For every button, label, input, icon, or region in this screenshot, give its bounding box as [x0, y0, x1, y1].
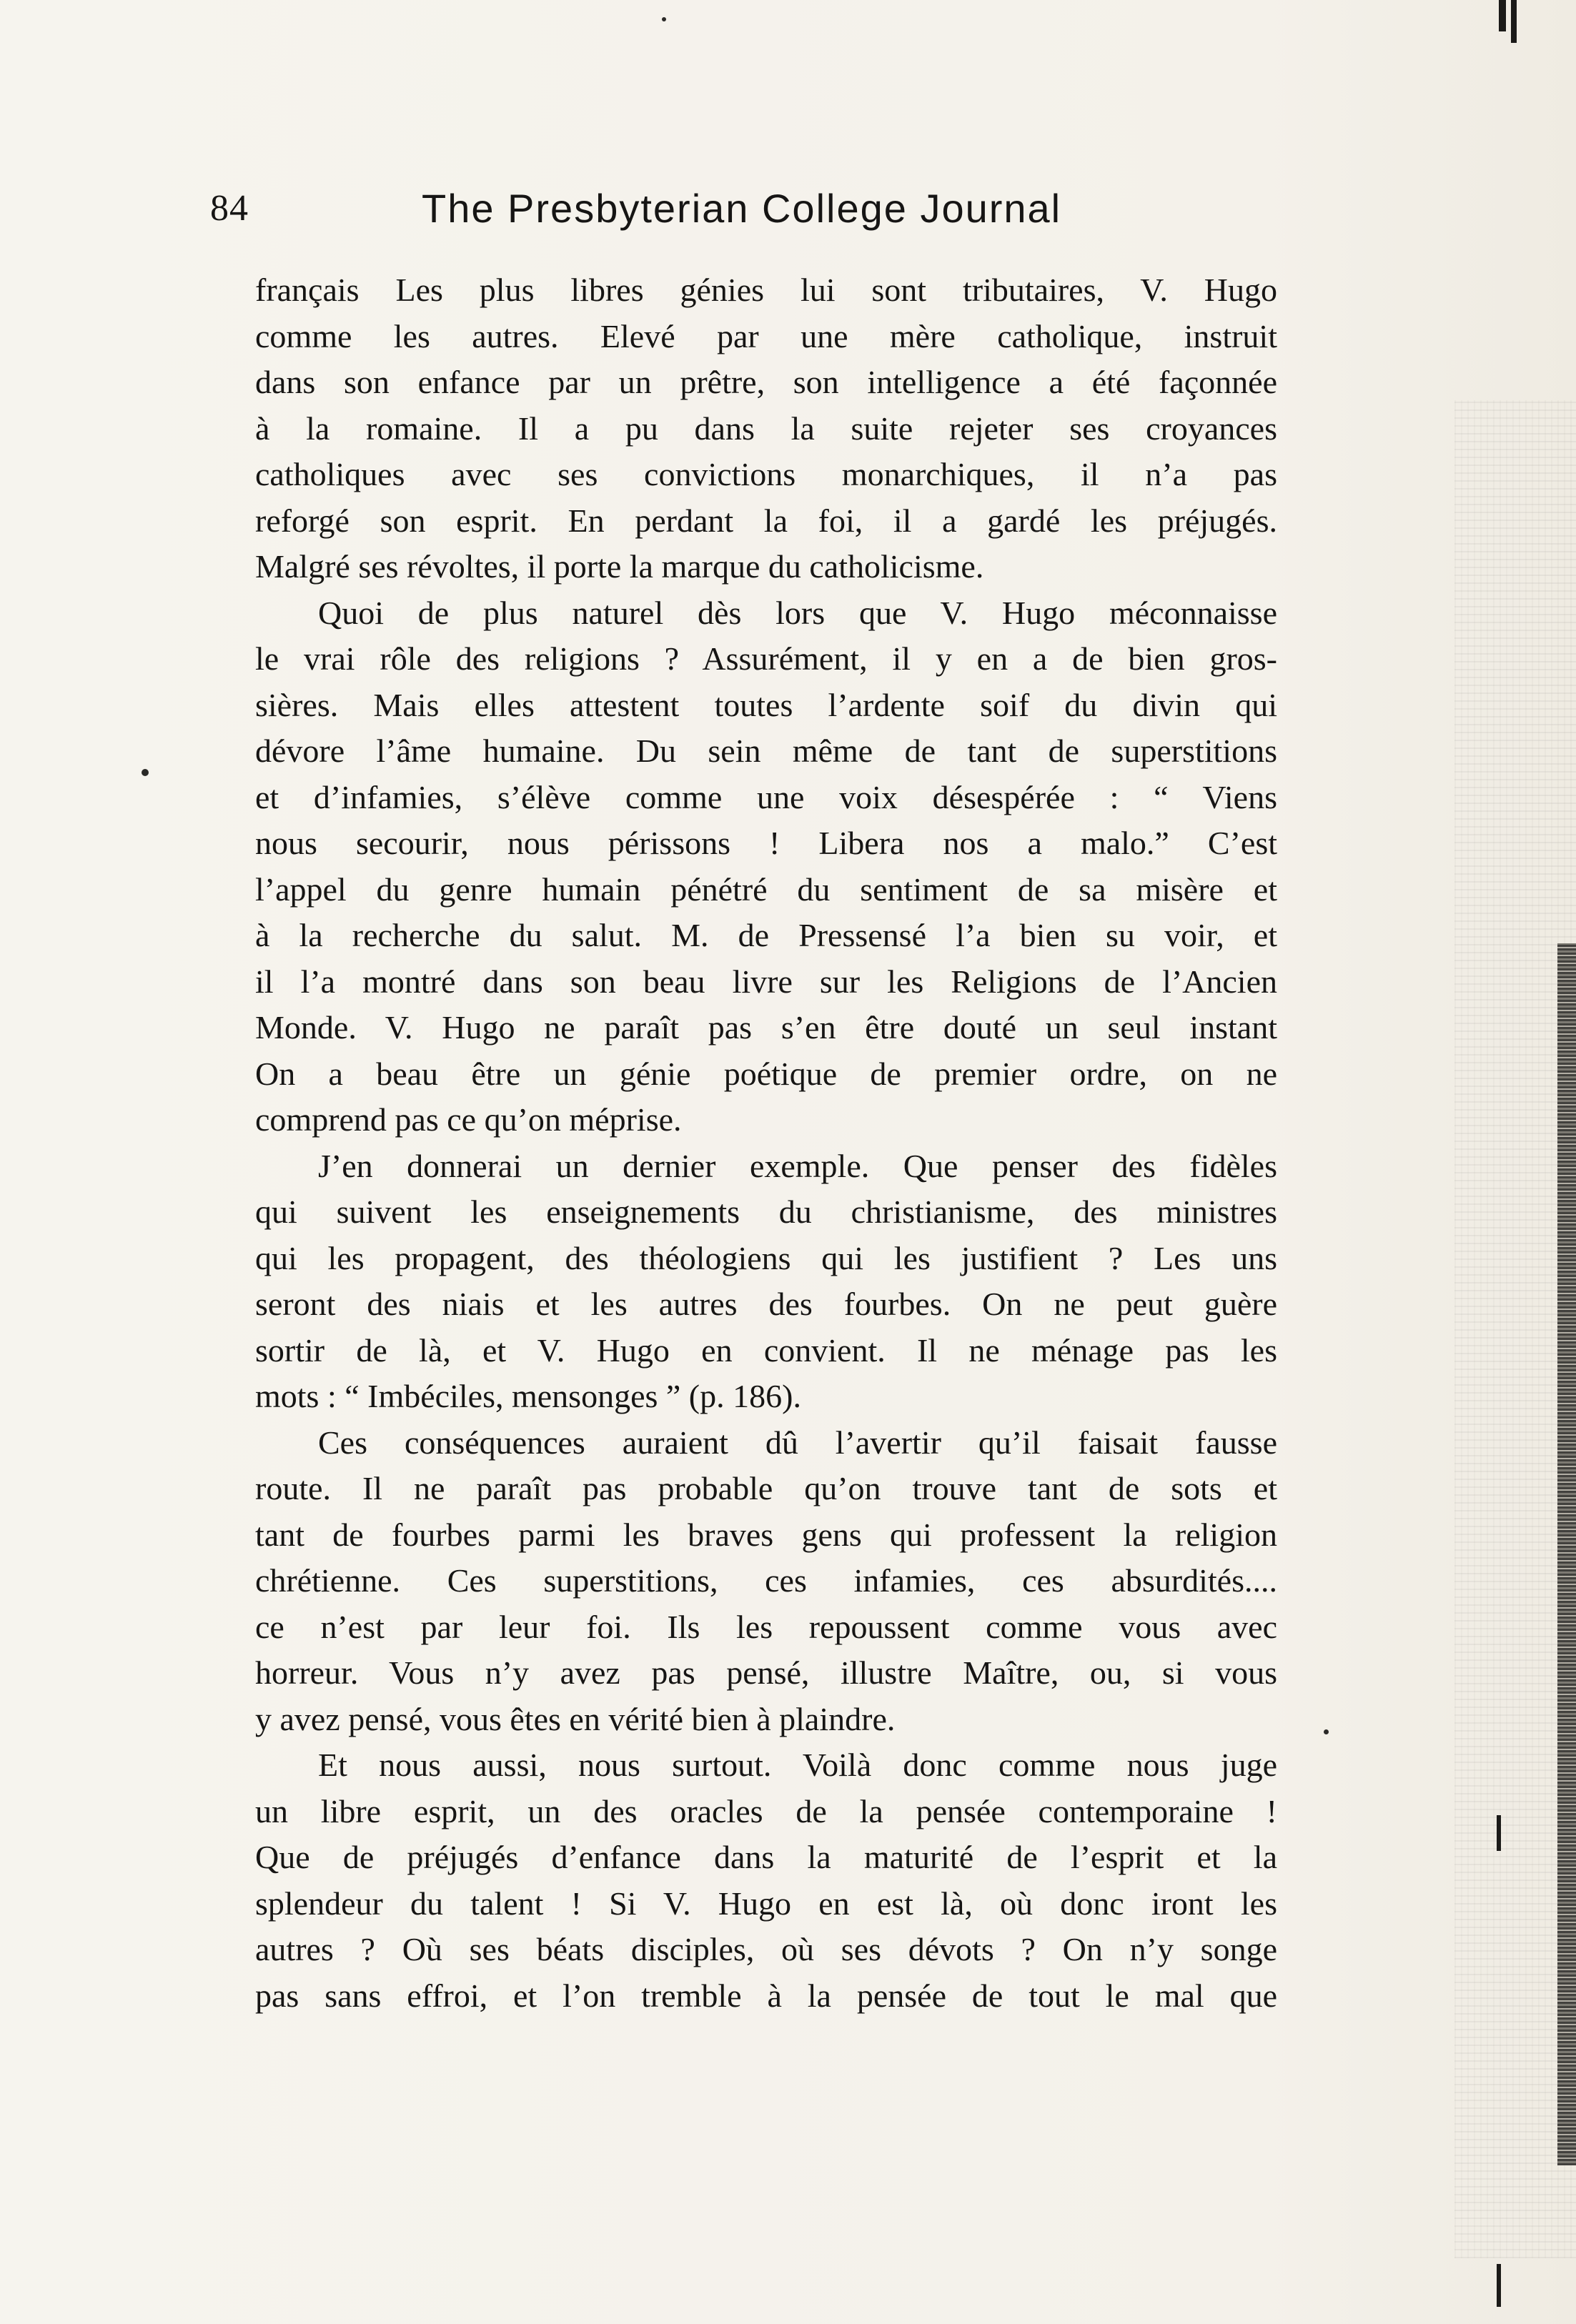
text-line: Et nous aussi, nous surtout. Voilà donc comme nous juge: [318, 1747, 1277, 1783]
page-edge-strip: [1557, 943, 1576, 2165]
running-head: The Presbyterian College Journal: [422, 186, 1062, 231]
text-line: comprend pas ce qu’on méprise.: [255, 1101, 682, 1138]
top-right-mark-2: [1511, 0, 1517, 43]
text-line: Monde. V. Hugo ne paraît pas s’en être douté un seul instant: [255, 1009, 1277, 1046]
body-text: [255, 267, 1277, 2019]
text-line: le vrai rôle des religions ? Assurément, il y en a de bien gros-: [255, 640, 1277, 677]
text-line: Que de préjugés d’enfance dans la maturité de l’esprit et la: [255, 1839, 1277, 1875]
margin-dot-right: [1324, 1729, 1329, 1734]
text-line: Ces conséquences auraient dû l’avertir qu’il faisait fausse: [318, 1424, 1277, 1461]
text-line: y avez pensé, vous êtes en vérité bien à plaindre.: [255, 1700, 896, 1737]
text-line: un libre esprit, un des oracles de la pensée contemporaine !: [255, 1792, 1277, 1829]
text-line: français Les plus libres génies lui sont tributaires, V. Hugo: [255, 272, 1277, 308]
page-header: [210, 177, 1289, 241]
text-line: sortir de là, et V. Hugo en convient. Il ne ménage pas les: [255, 1331, 1277, 1369]
text-line: seront des niais et les autres des fourbes. On ne peut guère: [255, 1286, 1277, 1322]
text-line: et d’infamies, s’élève comme une voix désespérée : “ Viens: [255, 778, 1277, 815]
text-line: catholiques avec ses convictions monarchiques, il n’a pas: [255, 456, 1277, 492]
text-line: autres ? Où ses béats disciples, où ses dévots ? On n’y songe: [255, 1931, 1277, 1967]
text-line: reforgé son esprit. En perdant la foi, il a gardé les préjugés.: [255, 502, 1277, 539]
page-number: 84: [210, 188, 249, 229]
right-edge-tick: [1497, 1815, 1501, 1851]
text-line: sières. Mais elles attestent toutes l’ardente soif du divin qui: [255, 686, 1277, 723]
text-line: nous secourir, nous périssons ! Libera nos a malo.” C’est: [255, 825, 1277, 861]
text-line: dans son enfance par un prêtre, son intelligence a été façonnée: [255, 364, 1277, 400]
text-line: qui suivent les enseignements du christianisme, des ministres: [255, 1193, 1277, 1230]
text-line: chrétienne. Ces superstitions, ces infamies, ces absurdités....: [255, 1562, 1277, 1599]
text-line: dévore l’âme humaine. Du sein même de tant de superstitions: [255, 733, 1277, 769]
top-right-mark: [1499, 0, 1506, 31]
text-line: route. Il ne paraît pas probable qu’on trouve tant de sots et: [255, 1470, 1277, 1506]
margin-dot: [142, 769, 149, 776]
text-line: qui les propagent, des théologiens qui les justifient ? Les uns: [255, 1239, 1277, 1276]
text-line: J’en donnerai un dernier exemple. Que penser des fidèles: [318, 1147, 1277, 1184]
text-line: pas sans effroi, et l’on tremble à la pensée de tout le mal que: [255, 1977, 1277, 2014]
text-line: l’appel du genre humain pénétré du sentiment de sa misère et: [255, 870, 1277, 908]
text-line: tant de fourbes parmi les braves gens qui professent la religion: [255, 1516, 1277, 1553]
text-line: horreur. Vous n’y avez pas pensé, illustre Maître, ou, si vous: [255, 1654, 1277, 1691]
right-edge-tick-2: [1497, 2264, 1501, 2307]
text-line: mots : “ Imbéciles, mensonges ” (p. 186).: [255, 1378, 801, 1414]
text-line: ce n’est par leur foi. Ils les repoussent comme vous avec: [255, 1608, 1277, 1645]
text-line: à la romaine. Il a pu dans la suite rejeter ses croyances: [255, 409, 1277, 447]
text-line: On a beau être un génie poétique de premier ordre, on ne: [255, 1055, 1277, 1092]
text-line: il l’a montré dans son beau livre sur les Religions de l’Ancien: [255, 963, 1277, 1000]
text-line: à la recherche du salut. M. de Pressensé l’a bien su voir, et: [255, 917, 1277, 953]
text-line: comme les autres. Elevé par une mère catholique, instruit: [255, 317, 1277, 354]
text-line: Malgré ses révoltes, il porte la marque du catholicisme.: [255, 548, 984, 585]
margin-dot-top: [662, 17, 666, 21]
text-line: splendeur du talent ! Si V. Hugo en est là, où donc iront les: [255, 1884, 1277, 1922]
text-line: Quoi de plus naturel dès lors que V. Hugo méconnaisse: [318, 594, 1277, 631]
